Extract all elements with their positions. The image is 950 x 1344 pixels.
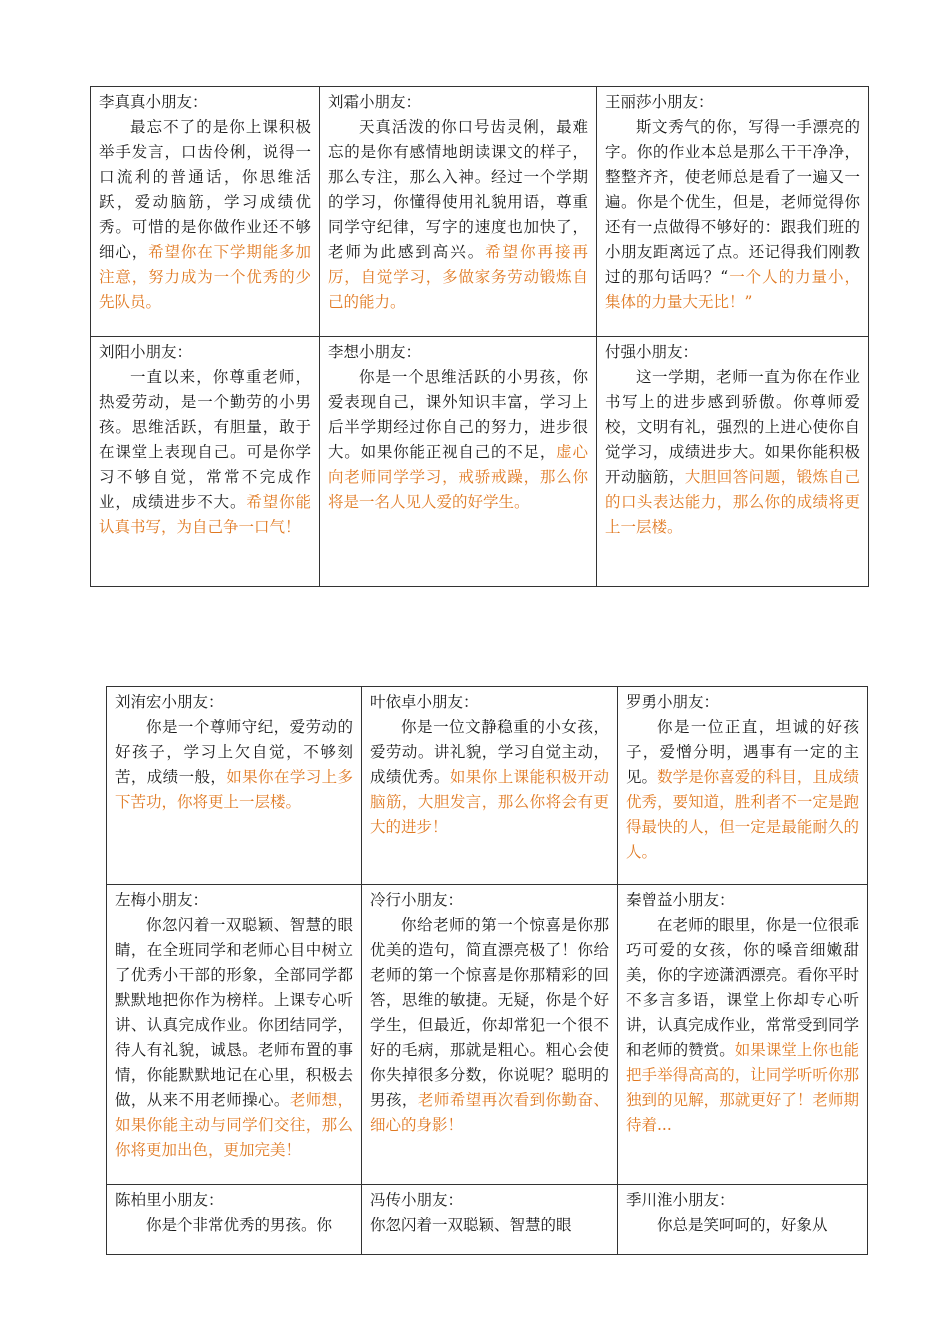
- student-name: 王丽莎小朋友：: [605, 93, 714, 111]
- comment-body: 你给老师的第一个惊喜是你那优美的造句，简直漂亮极了！你给老师的第一个惊喜是你那精彩的回答，思维的敏捷。无疑，你是个好学生，但最近，你却常犯一个很不好的毛病，那就是粗心。粗心会使你失掉很多分数，你说呢？聪明的男孩，: [370, 916, 609, 1109]
- comment-cell: [618, 687, 868, 885]
- comment-body: 你是一位正直，坦诚的好孩子，爱憎分明，遇事有一定的主见。: [626, 718, 859, 786]
- comment-text: [115, 1213, 353, 1238]
- comment-text: [99, 365, 311, 540]
- comment-text: [328, 115, 588, 315]
- student-name: 刘霜小朋友：: [328, 93, 422, 111]
- comment-text: [626, 913, 859, 1138]
- comment-cell: [91, 87, 320, 337]
- student-name: 陈柏里小朋友：: [115, 1191, 224, 1209]
- comment-highlight: 老师想，如果你能主动与同学们交往，那么你将更加出色，更加完美！: [115, 1091, 353, 1159]
- comment-cell: [320, 337, 597, 587]
- student-name: 冷行小朋友：: [370, 891, 464, 909]
- comment-text: [370, 715, 609, 840]
- comment-cell: [618, 1185, 868, 1255]
- comment-body: 这一学期，老师一直为你在作业书写上的进步感到骄傲。你尊师爱校，文明有礼，强烈的上进心使你自觉学习，成绩进步大。如果你能积极开动脑筋，: [605, 368, 860, 486]
- comment-body: 你是个非常优秀的男孩。你: [146, 1216, 333, 1234]
- comment-highlight: 数学是你喜爱的科目，且成绩优秀，要知道，胜利者不一定是跑得最快的人，但一定是最能耐久的人。: [626, 768, 859, 861]
- comment-cell: [107, 885, 362, 1185]
- student-name: 冯传小朋友：: [370, 1191, 464, 1209]
- table-row: [91, 337, 869, 587]
- comment-text: [328, 365, 588, 515]
- comment-cell: [597, 337, 869, 587]
- comment-body: 你是一个思维活跃的小男孩，你爱表现自己，课外知识丰富，学习上后半学期经过你自己的努力，进步很大。如果你能正视自己的不足，: [328, 368, 588, 461]
- comment-body: 你总是笑呵呵的，好象从: [657, 1216, 828, 1234]
- student-name: 付强小朋友：: [605, 343, 699, 361]
- table-row: [107, 687, 868, 885]
- student-name: 左梅小朋友：: [115, 891, 209, 909]
- comment-body: 最忘不了的是你上课积极举手发言，口齿伶俐，说得一口流利的普通话，你思维活跃，爱动脑筋，学习成绩优秀。可惜的是你做作业还不够细心，: [99, 118, 311, 261]
- comment-body: 你忽闪着一双聪颖、智慧的眼睛，在全班同学和老师心目中树立了优秀小干部的形象，全部同学都默默地把你作为榜样。上课专心听讲、认真完成作业。你团结同学，待人有礼貌，诚恳。老师布置的事情，你能默默地记在心里，积极去做，从来不用老师操心。: [115, 916, 353, 1109]
- comment-highlight: 虚心向老师同学学习，戒骄戒躁，那么你将是一名人见人爱的好学生。: [328, 443, 588, 511]
- student-name: 叶依卓小朋友：: [370, 693, 479, 711]
- comment-text: [605, 365, 860, 540]
- student-name: 刘阳小朋友：: [99, 343, 193, 361]
- comment-highlight: 一个人的力量小，集体的力量大无比！”: [605, 268, 860, 311]
- comment-body: 斯文秀气的你，写得一手漂亮的字。你的作业本总是那么干干净净，整整齐齐，使老师总是看了一遍又一遍。你是个优生，但是，老师觉得你还有一点做得不够好的：跟我们班的小朋友距离远了点。还记得我们刚教过的那句话吗？“: [605, 118, 860, 286]
- comment-highlight: 大胆回答问题，锻炼自己的口头表达能力，那么你的成绩将更上一层楼。: [605, 468, 860, 536]
- comment-highlight: 如果你上课能积极开动脑筋，大胆发言，那么你将会有更大的进步！: [370, 768, 609, 836]
- comment-cell: [91, 337, 320, 587]
- table-row: [107, 885, 868, 1185]
- comment-text: [99, 115, 311, 315]
- comment-highlight: 希望你再接再厉，自觉学习，多做家务劳动锻炼自己的能力。: [328, 243, 588, 311]
- student-name: 刘洧宏小朋友：: [115, 693, 224, 711]
- comment-cell: [320, 87, 597, 337]
- comment-text: [626, 1213, 859, 1238]
- comment-cell: [618, 885, 868, 1185]
- comment-text: [626, 715, 859, 865]
- student-name: 李真真小朋友：: [99, 93, 208, 111]
- comments-table-top: [90, 86, 869, 587]
- comment-cell: [362, 1185, 618, 1255]
- table-row: [107, 1185, 868, 1255]
- comment-highlight: 希望你能认真书写，为自己争一口气！: [99, 493, 311, 536]
- comment-highlight: 希望你在下学期能多加注意，努力成为一个优秀的少先队员。: [99, 243, 311, 311]
- comment-cell: [597, 87, 869, 337]
- comment-highlight: 如果课堂上你也能把手举得高高的，让同学听听你那独到的见解，那就更好了！老师期待着...: [626, 1041, 859, 1134]
- student-name: 罗勇小朋友：: [626, 693, 720, 711]
- comment-highlight: 老师希望再次看到你勤奋、细心的身影！: [370, 1091, 609, 1134]
- comment-text: [115, 913, 353, 1163]
- comment-text: [370, 1213, 609, 1238]
- comment-body: 你忽闪着一双聪颖、智慧的眼: [370, 1216, 572, 1234]
- comment-text: [115, 715, 353, 815]
- comment-cell: [362, 687, 618, 885]
- comment-body: 一直以来，你尊重老师，热爱劳动，是一个勤劳的小男孩。思维活跃，有胆量，敢于在课堂上表现自己。可是你学习不够自觉，常常不完成作业，成绩进步不大。: [99, 368, 311, 511]
- comment-cell: [362, 885, 618, 1185]
- comment-body: 在老师的眼里，你是一位很乖巧可爱的女孩，你的嗓音细嫩甜美，你的字迹潇洒漂亮。看你平时不多言多语，课堂上你却专心听讲，认真完成作业，常常受到同学和老师的赞赏。: [626, 916, 859, 1059]
- student-name: 秦曾益小朋友：: [626, 891, 735, 909]
- comment-cell: [107, 1185, 362, 1255]
- comment-body: 天真活泼的你口号齿灵俐，最难忘的是你有感情地朗读课文的样子，那么专注，那么入神。经过一个学期的学习，你懂得使用礼貌用语，尊重同学守纪律，写字的速度也加快了，老师为此感到高兴。: [328, 118, 588, 261]
- student-name: 李想小朋友：: [328, 343, 422, 361]
- comment-cell: [107, 687, 362, 885]
- student-name: 季川淮小朋友：: [626, 1191, 735, 1209]
- table-row: [91, 87, 869, 337]
- comment-text: [605, 115, 860, 315]
- comment-highlight: 如果你在学习上多下苦功，你将更上一层楼。: [115, 768, 353, 811]
- comment-body: 你是一位文静稳重的小女孩，爱劳动。讲礼貌，学习自觉主动，成绩优秀。: [370, 718, 609, 786]
- comment-text: [370, 913, 609, 1138]
- comments-table-bottom: [106, 686, 868, 1255]
- comment-body: 你是一个尊师守纪，爱劳动的好孩子，学习上欠自觉，不够刻苦，成绩一般，: [115, 718, 353, 786]
